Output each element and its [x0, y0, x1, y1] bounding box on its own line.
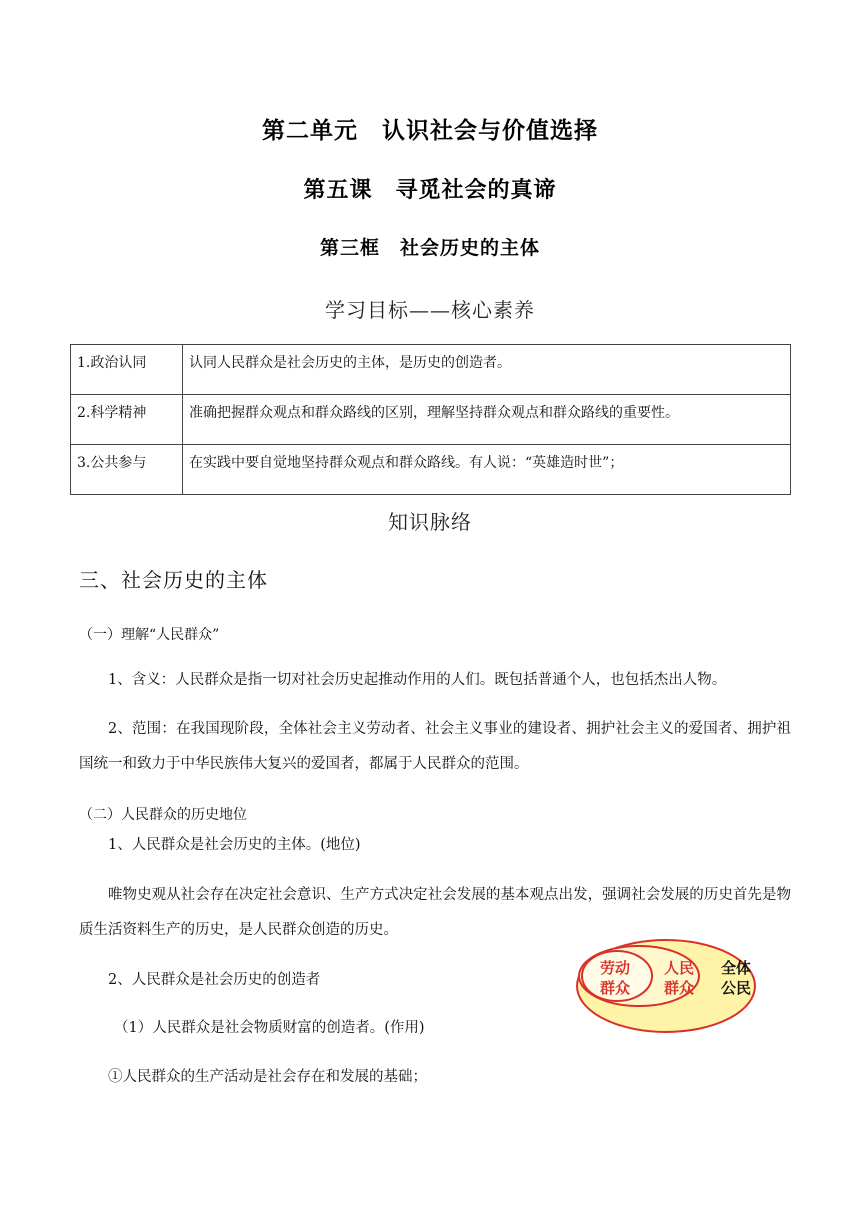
section-title: 三、社会历史的主体: [79, 568, 268, 592]
goal-text: 准确把握群众观点和群众路线的区别，理解坚持群众观点和群众路线的重要性。: [183, 395, 791, 445]
goal-text: 认同人民群众是社会历史的主体，是历史的创造者。: [183, 345, 791, 395]
goals-table: [70, 344, 791, 495]
people-masses-venn-diagram: [575, 938, 775, 1040]
paragraph-production: ①人民群众的生产活动是社会存在和发展的基础；: [108, 1069, 427, 1085]
paragraph-creator: 2、人民群众是社会历史的创造者: [108, 972, 321, 988]
map-heading: 知识脉络: [388, 510, 472, 534]
paragraph-wealth: （1）人民群众是社会物质财富的创造者。(作用): [114, 1020, 425, 1036]
outer-label-line2: 公民: [720, 979, 752, 997]
frame-title: 第三框 社会历史的主体: [319, 237, 540, 259]
middle-label-line2: 群众: [663, 979, 695, 997]
goal-text: 在实践中要自觉地坚持群众观点和群众路线。有人说：“英雄造时世”；: [183, 445, 791, 495]
paragraph-materialism: 唯物史观从社会存在决定社会意识、生产方式决定社会发展的基本观点出发，强调社会发展的历史首先是物质生活资料生产的历史，是人民群众创造的历史。: [79, 887, 791, 938]
table-row: [71, 345, 791, 395]
table-row: [71, 395, 791, 445]
unit-title: 第二单元 认识社会与价值选择: [262, 118, 598, 144]
goal-key: 2.科学精神: [71, 395, 183, 445]
inner-label-line1: 劳动: [599, 959, 631, 977]
goal-key: 3.公共参与: [71, 445, 183, 495]
outer-label-line1: 全体: [720, 959, 752, 977]
paragraph-meaning: 1、含义：人民群众是指一切对社会历史起推动作用的人们。既包括普通个人，也包括杰出人物。: [108, 672, 727, 688]
paragraph-subject: 1、人民群众是社会历史的主体。(地位): [108, 837, 361, 853]
middle-label-line1: 人民: [663, 959, 695, 977]
subsection-heading: （一）理解“人民群众”: [79, 627, 220, 643]
inner-label-line2: 群众: [599, 979, 631, 997]
lesson-title: 第五课 寻觅社会的真谛: [303, 178, 557, 203]
goal-key: 1.政治认同: [71, 345, 183, 395]
paragraph-scope: 2、范围：在我国现阶段，全体社会主义劳动者、社会主义事业的建设者、拥护社会主义的爱国者、拥护祖国统一和致力于中华民族伟大复兴的爱国者，都属于人民群众的范围。: [79, 721, 791, 772]
goals-heading: 学习目标——核心素养: [325, 298, 535, 322]
table-row: [71, 445, 791, 495]
subsection-heading: （二）人民群众的历史地位: [79, 807, 247, 823]
